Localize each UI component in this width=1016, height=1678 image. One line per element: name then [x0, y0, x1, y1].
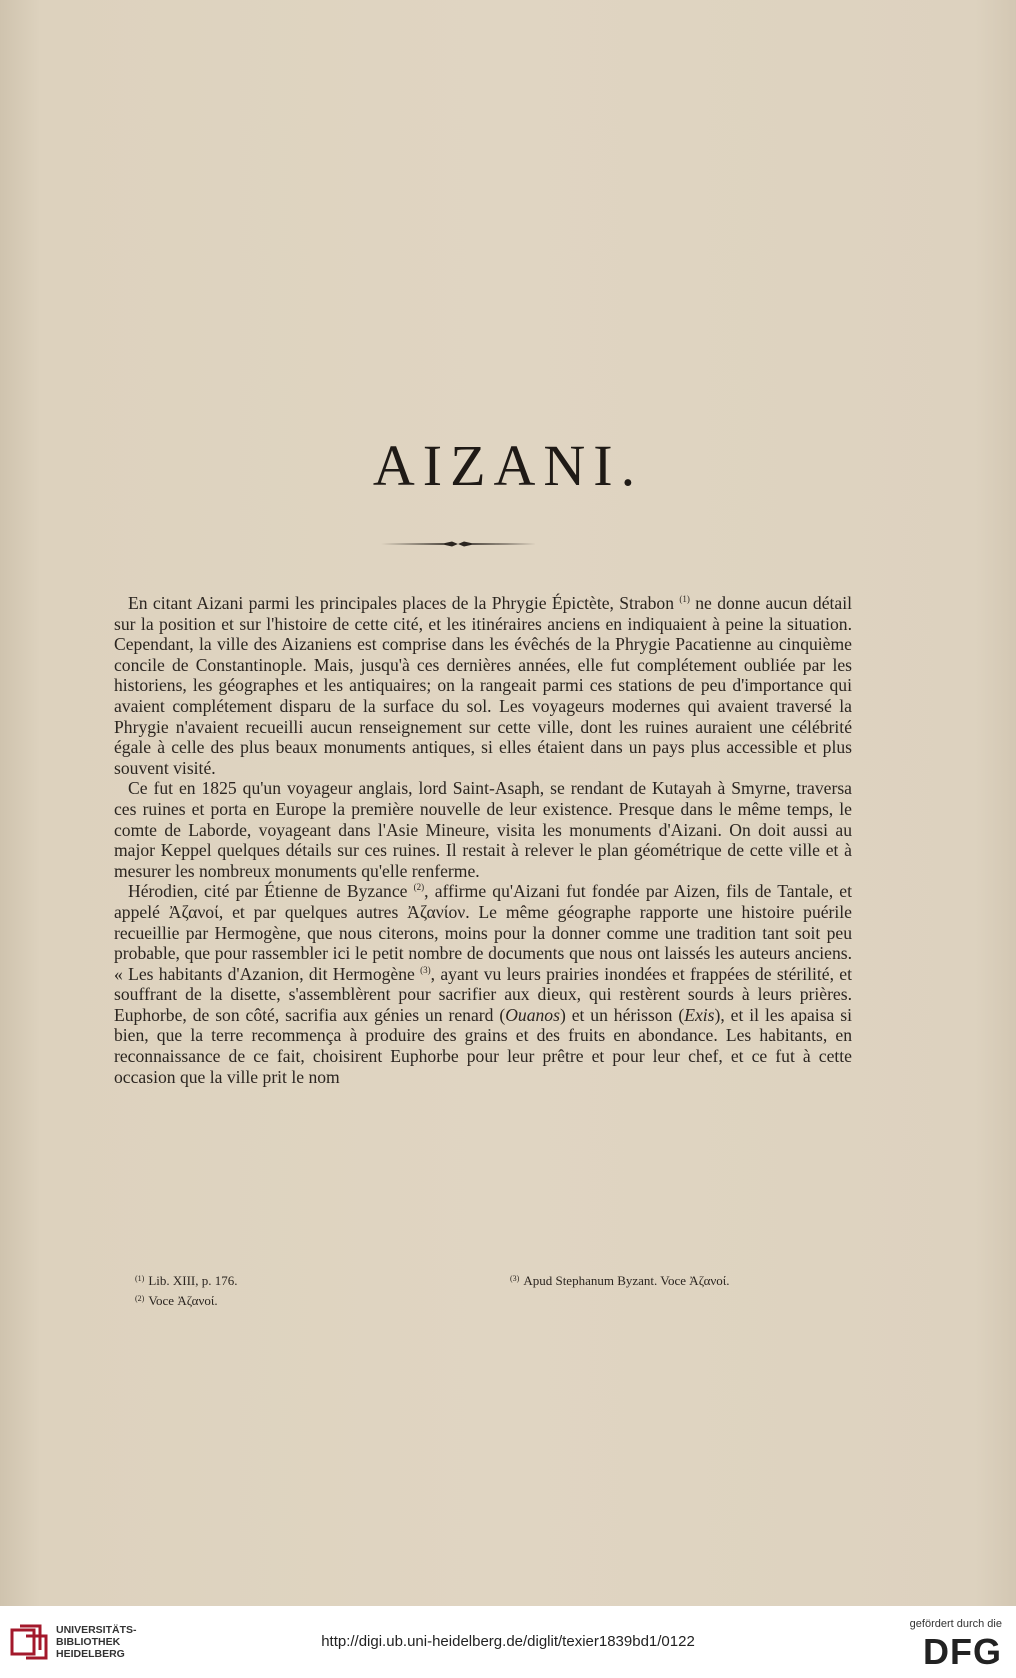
library-name-line: UNIVERSITÄTS-: [56, 1624, 137, 1636]
text-run: , affirme qu'Aizani fut fondée par Aizen, fils de Tantale, et appelé Ἀζανοί, et par quelques autres Ἀζανίον. Le même géographe rapporte une histoire puérile recueillie par Hermogène, que nous citerons, moins pour la donner comme une tradition tant soit peu probable, que pour rassembler ici le petit nombre de documents que nous ont laissés les auteurs anciens. « Les habitants d'Azanion, dit Hermogène: [114, 881, 852, 984]
footnotes-left: [135, 1270, 238, 1310]
footnote: [135, 1290, 238, 1310]
footnote-reference: (1): [679, 594, 690, 604]
text-run: En citant Aizani parmi les principales places de la Phrygie Épictète, Strabon: [128, 593, 680, 613]
text-run: ), et il les apaisa si bien, que la terre recommença à produire des grains et des fruits en abondance. Les habitants, en reconnaissance de ce fait, choisirent Euphorbe pour leur prêtre et pour leur chef, et ce fut à cette occasion que la ville prit le nom: [114, 1004, 852, 1087]
footnote-mark: (3): [510, 1274, 520, 1283]
title-ornament: [380, 540, 536, 548]
footnote: [510, 1270, 730, 1290]
italic-term: Ouanos: [505, 1004, 560, 1025]
body-text: [114, 593, 852, 1087]
body-paragraph: [114, 593, 852, 778]
page-title: AIZANI.: [372, 433, 644, 498]
footnote-text: Lib. XIII, p. 176.: [148, 1273, 238, 1288]
footnote-reference: (3): [420, 964, 431, 975]
viewer-footer-bar: [0, 1606, 1016, 1678]
funder-label: gefördert durch die: [909, 1618, 1002, 1630]
footnotes-right: [510, 1270, 730, 1290]
footnote-mark: (1): [135, 1274, 145, 1283]
permalink-url[interactable]: http://digi.ub.uni-heidelberg.de/diglit/texier1839bd1/0122: [321, 1633, 695, 1650]
body-paragraph: [114, 881, 852, 1087]
text-run: ) et un hérisson (: [559, 1004, 685, 1025]
text-run: , ayant vu leurs prairies inondées et frappées de stérilité, et souffrant de la disette, s'assemblèrent pour sacrifier aux dieux, qui restèrent sourds à leurs prières. Euphorbe, de son côté, sacrifia aux génies un renard (: [114, 963, 852, 1025]
italic-term: Exis: [684, 1004, 715, 1025]
body-paragraph: [114, 778, 852, 881]
library-name-line: BIBLIOTHEK: [56, 1636, 121, 1648]
footnote-mark: (2): [135, 1294, 145, 1303]
footnote-text: Apud Stephanum Byzant. Voce Ἀζανοί.: [523, 1273, 730, 1288]
dfg-logo: DFG: [923, 1631, 1002, 1672]
text-run: Ce fut en 1825 qu'un voyageur anglais, lord Saint-Asaph, se rendant de Kutayah à Smyrne, traversa ces ruines et porta en Europe la première nouvelle de leur existence. Presque dans le même temps, le comte de Laborde, voyageant dans l'Asie Mineure, visita les monuments d'Aizani. On doit aussi au major Keppel quelques détails sur ces ruines. Il restait à relever le plan géométrique de cette ville et à mesurer les nombreux monuments qu'elle renferme.: [114, 778, 852, 881]
footnote-reference: (2): [413, 882, 425, 893]
footnote-text: Voce Ἀζανοί.: [148, 1293, 218, 1308]
text-run: Hérodien, cité par Étienne de Byzance: [128, 881, 414, 902]
text-run: ne donne aucun détail sur la position et sur l'histoire de cette cité, et les itinéraires anciens en indiquaient à peine la situation. Cependant, la ville des Aizaniens est comprise dans les évêchés de la Phrygie Pacatienne au cinquième concile de Constantinople. Mais, jusqu'à ces dernières années, elle fut complétement oubliée par les historiens, les géographes et les antiquaires; on la rangeait parmi ces stations de peu d'importance qui avaient complétement disparu de la surface du sol. Les voyageurs modernes qui avaient traversé la Phrygie n'avaient recueilli aucun renseignement sur cette ville, dont les ruines auraient une célébrité égale à celle des plus beaux monuments antiques, si elles étaient dans un pays plus accessible et plus souvent visité.: [114, 593, 852, 778]
library-name-line: HEIDELBERG: [56, 1648, 125, 1660]
footnote: [135, 1270, 238, 1290]
